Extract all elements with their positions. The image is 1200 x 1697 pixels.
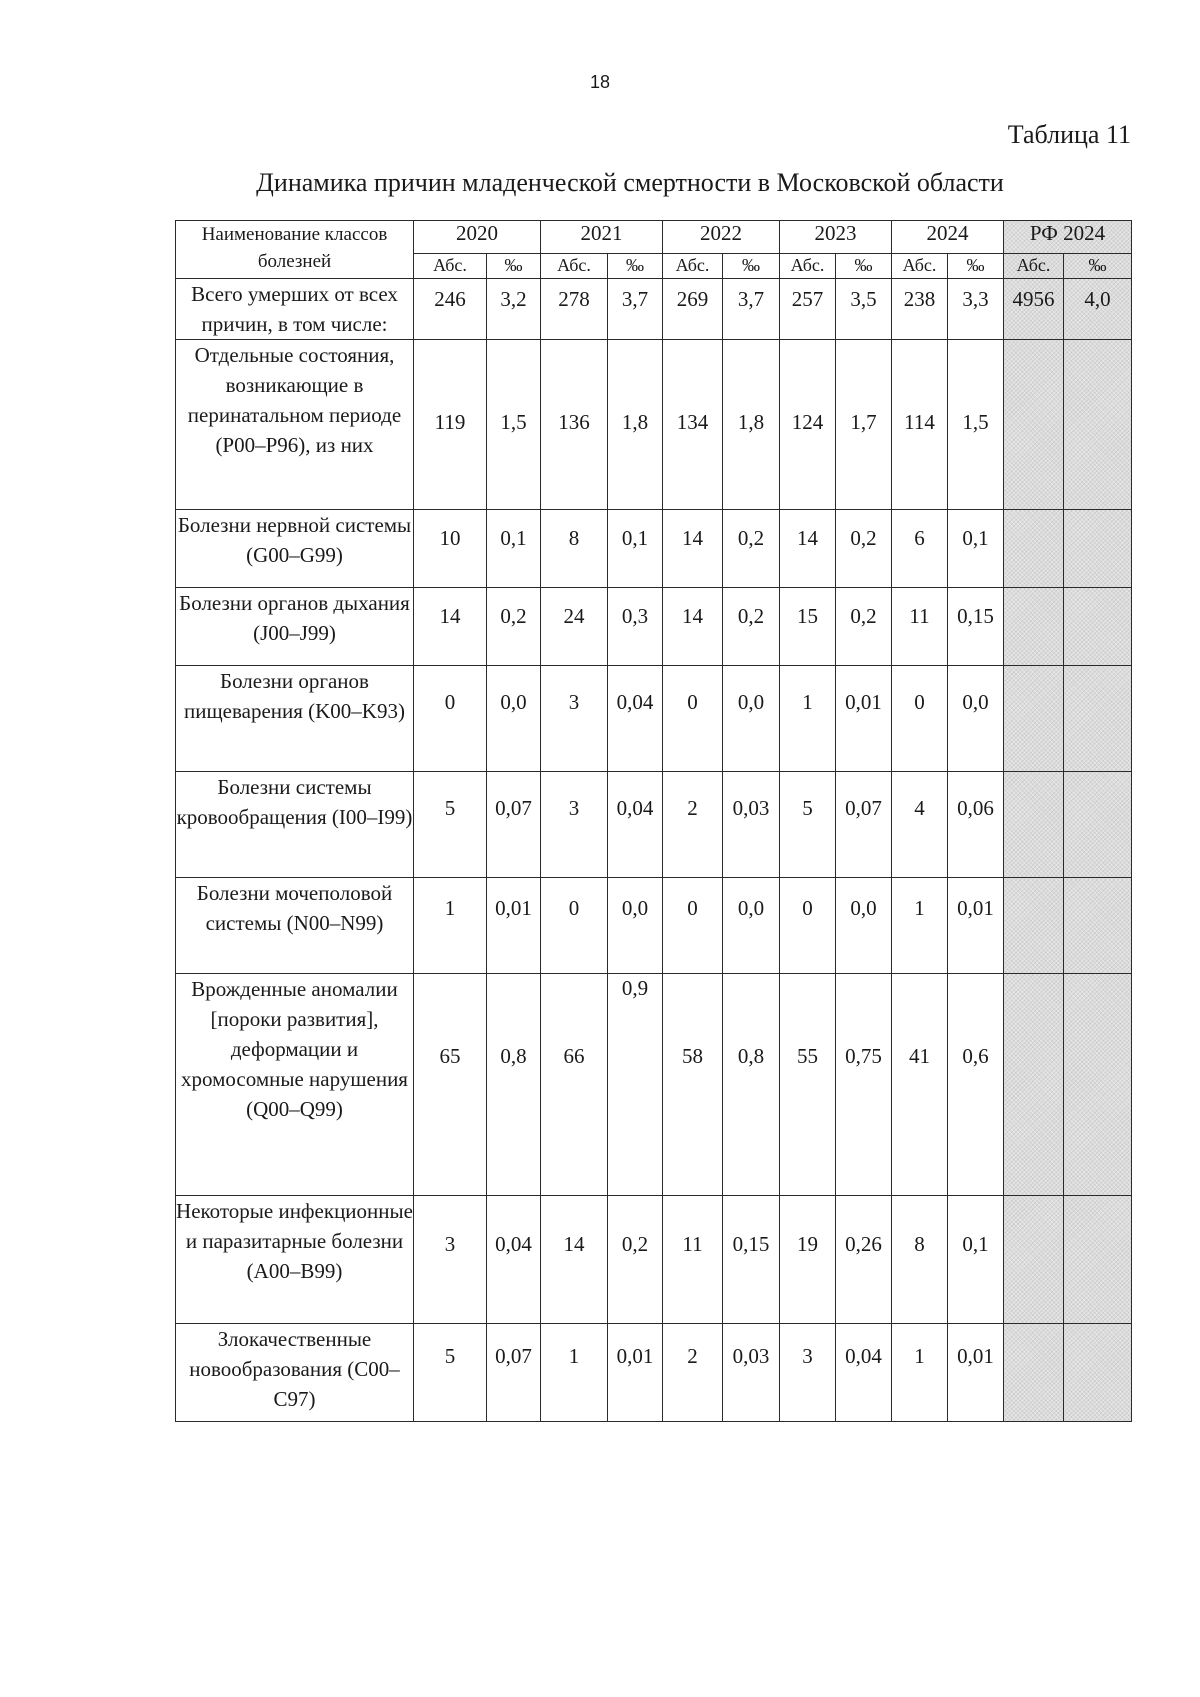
column-header-abs: Абс. (780, 254, 836, 279)
table-cell: 0,07 (487, 772, 541, 878)
table-row (176, 772, 1132, 878)
column-header-year: 2020 (414, 221, 541, 254)
table-cell (1004, 772, 1064, 878)
column-header-abs: Абс. (892, 254, 948, 279)
table-cell: 1,7 (836, 340, 892, 510)
table-cell: 136 (541, 340, 608, 510)
table-cell: 0,07 (836, 772, 892, 878)
table-cell: 3,7 (723, 279, 780, 340)
table-cell: 0,01 (948, 878, 1004, 974)
table-cell: 0,01 (487, 878, 541, 974)
row-label: Болезни органов дыхания (J00–J99) (176, 588, 414, 666)
row-label: Болезни органов пищеварения (K00–K93) (176, 666, 414, 772)
table-cell: 15 (780, 588, 836, 666)
table-cell: 0,0 (948, 666, 1004, 772)
table-cell: 8 (892, 1196, 948, 1324)
table-cell: 0,03 (723, 772, 780, 878)
table-cell: 14 (414, 588, 487, 666)
table-cell (1064, 510, 1132, 588)
table-cell: 0,2 (836, 510, 892, 588)
table-cell: 1 (892, 878, 948, 974)
table-cell: 19 (780, 1196, 836, 1324)
table-cell: 0,2 (723, 588, 780, 666)
table-cell: 0,8 (487, 974, 541, 1196)
table-title: Динамика причин младенческой смертности в Московской области (256, 168, 1004, 197)
page-number: 18 (589, 72, 611, 92)
table-cell: 0,3 (608, 588, 663, 666)
table-cell: 1 (541, 1324, 608, 1422)
table-cell: 0 (414, 666, 487, 772)
column-header-abs: Абс. (1004, 254, 1064, 279)
table-cell: 246 (414, 279, 487, 340)
table-cell: 0,1 (487, 510, 541, 588)
table-row (176, 974, 1132, 1196)
table-cell (1064, 1196, 1132, 1324)
table-cell: 14 (663, 588, 723, 666)
table-cell: 0,1 (608, 510, 663, 588)
row-label: Болезни нервной системы (G00–G99) (176, 510, 414, 588)
table-cell (1004, 974, 1064, 1196)
table-cell: 0,75 (836, 974, 892, 1196)
table-cell: 0,04 (608, 772, 663, 878)
table-cell: 2 (663, 1324, 723, 1422)
mortality-table (175, 220, 1132, 1422)
column-header-permille: ‰ (487, 254, 541, 279)
column-header-permille: ‰ (948, 254, 1004, 279)
column-header-year: 2021 (541, 221, 663, 254)
table-cell: 1,8 (608, 340, 663, 510)
table-cell: 0 (663, 878, 723, 974)
table-cell: 0,15 (948, 588, 1004, 666)
table-cell: 0,0 (723, 878, 780, 974)
table-cell: 0,1 (948, 1196, 1004, 1324)
row-label: Некоторые инфекционные и паразитарные болезни (A00–B99) (176, 1196, 414, 1324)
column-header-year: 2024 (892, 221, 1004, 254)
row-label: Злокачественные новообразования (C00–C97) (176, 1324, 414, 1422)
table-cell: 1,8 (723, 340, 780, 510)
table-cell: 11 (892, 588, 948, 666)
table-cell: 4,0 (1064, 279, 1132, 340)
table-cell: 0,15 (723, 1196, 780, 1324)
table-cell (1004, 510, 1064, 588)
table-cell: 3,3 (948, 279, 1004, 340)
table-cell: 1 (892, 1324, 948, 1422)
column-header-permille: ‰ (1064, 254, 1132, 279)
row-label: Отдельные состояния, возникающие в перинатальном периоде (P00–P96), из них (176, 340, 414, 510)
table-cell: 278 (541, 279, 608, 340)
table-cell: 14 (663, 510, 723, 588)
table-cell: 269 (663, 279, 723, 340)
table-cell: 0,6 (948, 974, 1004, 1196)
table-cell: 1 (780, 666, 836, 772)
row-label: Болезни системы кровообращения (I00–I99) (176, 772, 414, 878)
table-cell: 0,26 (836, 1196, 892, 1324)
table-cell: 0 (541, 878, 608, 974)
table-cell: 2 (663, 772, 723, 878)
table-cell: 0,2 (487, 588, 541, 666)
column-header-abs: Абс. (414, 254, 487, 279)
table-cell: 5 (414, 772, 487, 878)
table-cell: 0,01 (608, 1324, 663, 1422)
table-row (176, 1324, 1132, 1422)
table-cell: 0 (892, 666, 948, 772)
column-header-permille: ‰ (608, 254, 663, 279)
table-cell: 124 (780, 340, 836, 510)
column-header-permille: ‰ (723, 254, 780, 279)
table-row (176, 666, 1132, 772)
table-body (176, 279, 1132, 1422)
column-header-rf: РФ 2024 (1004, 221, 1132, 254)
table-row (176, 1196, 1132, 1324)
table-cell: 11 (663, 1196, 723, 1324)
table-row (176, 340, 1132, 510)
table-cell: 3 (541, 666, 608, 772)
table-cell (1004, 340, 1064, 510)
table-row (176, 878, 1132, 974)
table-cell: 0,2 (836, 588, 892, 666)
table-cell: 114 (892, 340, 948, 510)
table-cell: 0,1 (948, 510, 1004, 588)
table-cell: 0,04 (836, 1324, 892, 1422)
table-cell: 0 (780, 878, 836, 974)
table-cell (1004, 878, 1064, 974)
table-cell: 6 (892, 510, 948, 588)
table-cell: 3 (780, 1324, 836, 1422)
table-cell (1004, 588, 1064, 666)
table-cell: 0,01 (948, 1324, 1004, 1422)
table-cell: 41 (892, 974, 948, 1196)
table-cell (1064, 666, 1132, 772)
table-cell: 238 (892, 279, 948, 340)
table-cell: 0,04 (487, 1196, 541, 1324)
table-cell: 55 (780, 974, 836, 1196)
table-cell: 0,01 (836, 666, 892, 772)
table-cell: 3 (414, 1196, 487, 1324)
table-cell: 1,5 (487, 340, 541, 510)
table-caption: Таблица 11 (1007, 120, 1131, 149)
table-cell: 14 (780, 510, 836, 588)
table-cell (1064, 772, 1132, 878)
table-cell: 3,2 (487, 279, 541, 340)
table-cell: 58 (663, 974, 723, 1196)
table-cell (1064, 588, 1132, 666)
table-cell: 119 (414, 340, 487, 510)
table-cell: 3 (541, 772, 608, 878)
table-cell: 1,5 (948, 340, 1004, 510)
column-header-year: 2022 (663, 221, 780, 254)
table-cell: 14 (541, 1196, 608, 1324)
table-cell: 257 (780, 279, 836, 340)
table-cell: 0,04 (608, 666, 663, 772)
table-cell: 0,0 (608, 878, 663, 974)
table-cell (1004, 1324, 1064, 1422)
table-cell: 0,2 (723, 510, 780, 588)
table-row (176, 588, 1132, 666)
table-cell (1064, 878, 1132, 974)
table-cell: 0,2 (608, 1196, 663, 1324)
column-header-abs: Абс. (663, 254, 723, 279)
table-cell (1004, 1196, 1064, 1324)
table-cell: 0,0 (723, 666, 780, 772)
row-label: Всего умерших от всех причин, в том числе: (176, 279, 414, 340)
table-cell (1064, 1324, 1132, 1422)
column-header-permille: ‰ (836, 254, 892, 279)
table-cell (1004, 666, 1064, 772)
table-cell (1064, 340, 1132, 510)
table-cell: 0,0 (487, 666, 541, 772)
column-header-name: Наименование классов болезней (176, 221, 414, 279)
table-cell: 0,9 (608, 974, 663, 1196)
table-cell: 134 (663, 340, 723, 510)
table-cell: 5 (414, 1324, 487, 1422)
table-cell (1064, 974, 1132, 1196)
table-cell: 24 (541, 588, 608, 666)
column-header-abs: Абс. (541, 254, 608, 279)
table-cell: 0,0 (836, 878, 892, 974)
table-cell: 5 (780, 772, 836, 878)
table-cell: 4956 (1004, 279, 1064, 340)
table-cell: 8 (541, 510, 608, 588)
table-cell: 0,07 (487, 1324, 541, 1422)
table-row (176, 279, 1132, 340)
table-cell: 3,5 (836, 279, 892, 340)
table-cell: 66 (541, 974, 608, 1196)
table-cell: 10 (414, 510, 487, 588)
table-cell: 0,03 (723, 1324, 780, 1422)
table-cell: 0 (663, 666, 723, 772)
table-cell: 0,06 (948, 772, 1004, 878)
table-cell: 4 (892, 772, 948, 878)
row-label: Болезни мочеполовой системы (N00–N99) (176, 878, 414, 974)
table-cell: 65 (414, 974, 487, 1196)
row-label: Врожденные аномалии [пороки развития], деформации и хромосомные нарушения (Q00–Q99) (176, 974, 414, 1196)
table-cell: 0,8 (723, 974, 780, 1196)
table-cell: 1 (414, 878, 487, 974)
table-cell: 3,7 (608, 279, 663, 340)
table-row (176, 510, 1132, 588)
column-header-year: 2023 (780, 221, 892, 254)
